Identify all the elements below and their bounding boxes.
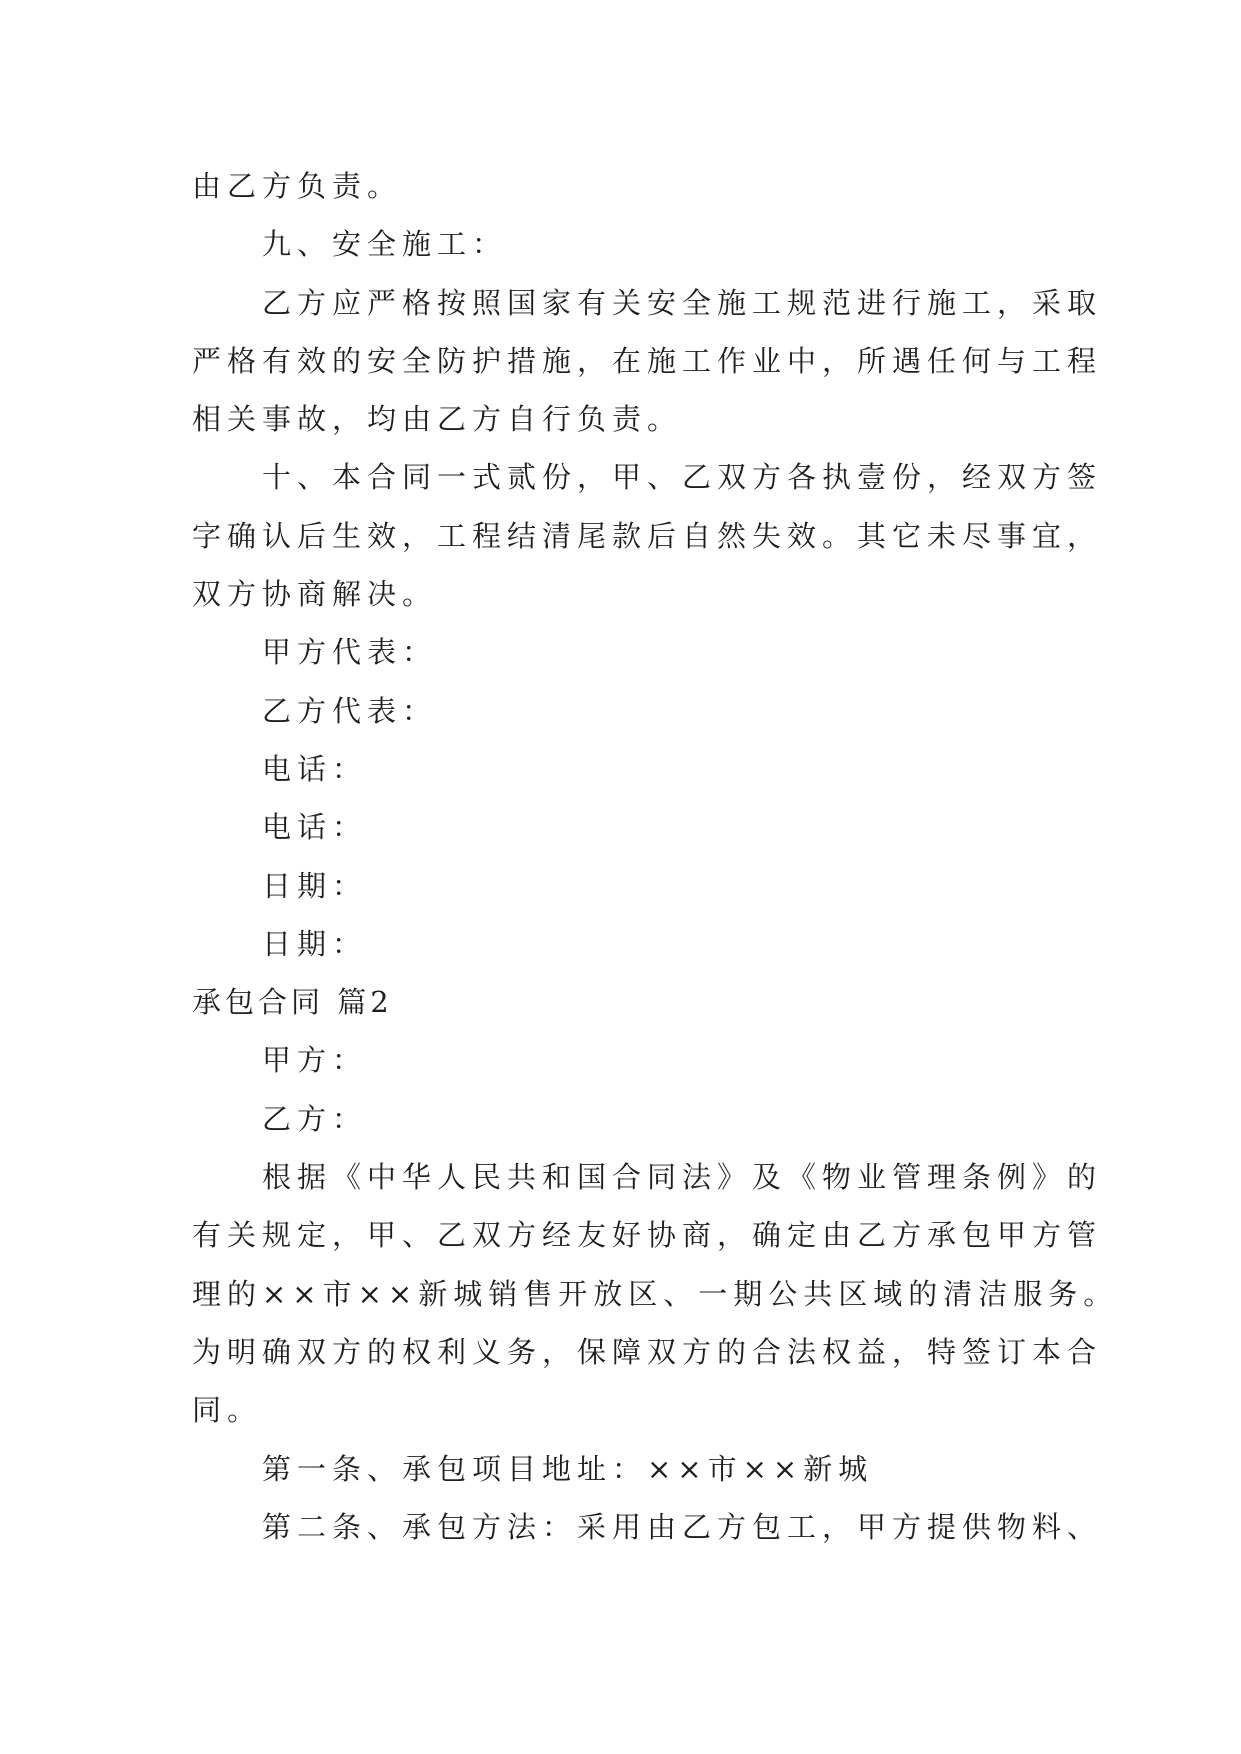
text-line: 严格有效的安全防护措施，在施工作业中，所遇任何与工程 — [192, 343, 1103, 378]
contract-title: 承包合同 篇2 — [192, 985, 393, 1020]
document-body — [192, 157, 1119, 1556]
date-field: 日期： — [262, 868, 368, 903]
text-line: 同。 — [192, 1393, 263, 1428]
party-b-field: 乙方： — [262, 1101, 368, 1136]
date-field: 日期： — [262, 926, 368, 961]
article-2: 第二条、承包方法：采用由乙方包工，甲方提供物料、 — [262, 1509, 1103, 1544]
section-heading-9: 九、安全施工： — [262, 227, 508, 262]
text-line: 乙方应严格按照国家有关安全施工规范进行施工，采取 — [262, 285, 1103, 320]
article-1: 第一条、承包项目地址：××市××新城 — [262, 1451, 874, 1486]
text-line: 双方协商解决。 — [192, 577, 438, 612]
party-a-field: 甲方： — [262, 1043, 368, 1078]
text-line: 根据《中华人民共和国合同法》及《物业管理条例》的 — [262, 1160, 1103, 1195]
phone-field: 电话： — [262, 810, 368, 845]
phone-field: 电话： — [262, 751, 368, 786]
text-line: 为明确双方的权利义务，保障双方的合法权益，特签订本合 — [192, 1334, 1103, 1369]
section-heading-10: 十、本合同一式贰份，甲、乙双方各执壹份，经双方签 — [262, 460, 1103, 495]
text-line: 有关规定，甲、乙双方经友好协商，确定由乙方承包甲方管 — [192, 1218, 1103, 1253]
party-a-representative: 甲方代表： — [262, 635, 438, 670]
text-line: 字确认后生效，工程结清尾款后自然失效。其它未尽事宜， — [192, 518, 1103, 553]
text-line: 相关事故，均由乙方自行负责。 — [192, 402, 683, 437]
party-b-representative: 乙方代表： — [262, 693, 438, 728]
text-line: 由乙方负责。 — [192, 169, 403, 203]
text-line: 理的××市××新城销售开放区、一期公共区域的清洁服务。 — [192, 1276, 1119, 1311]
